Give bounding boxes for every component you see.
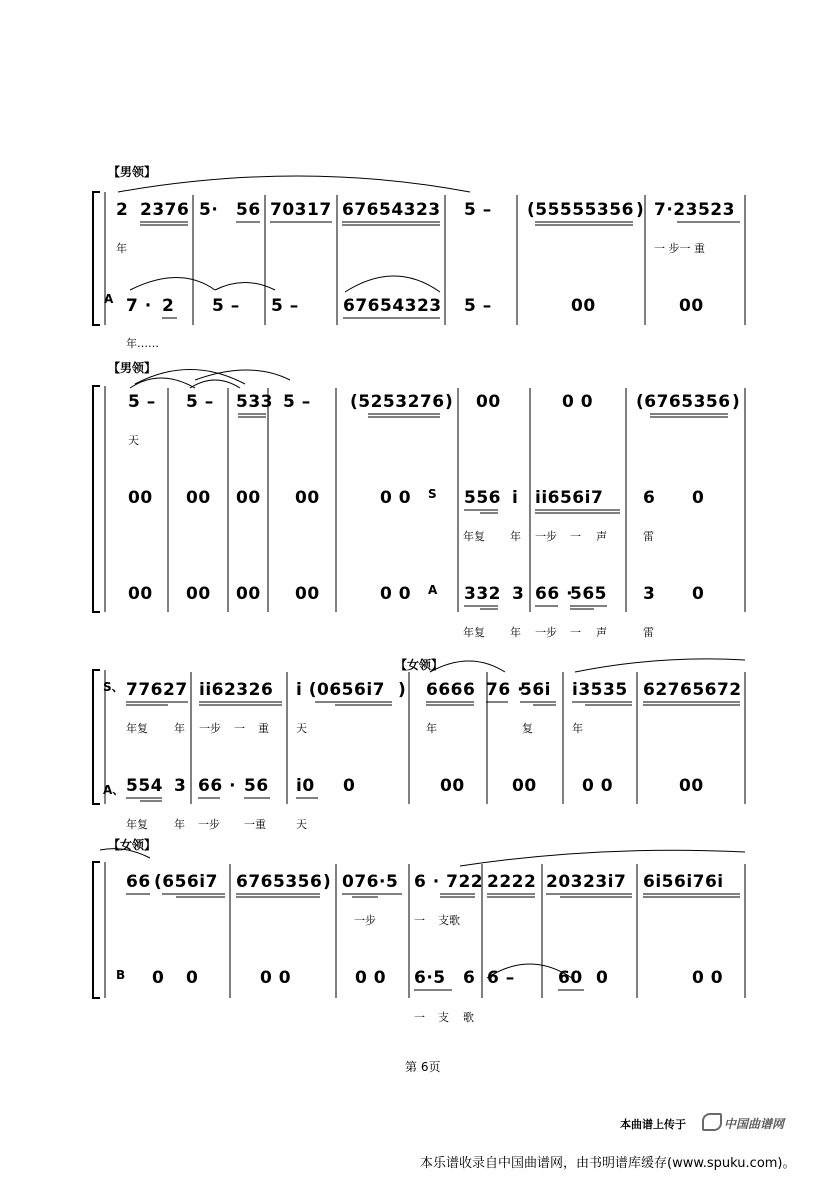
note: 70317 <box>270 200 332 220</box>
brand-name: 中国曲谱网 <box>724 1117 785 1131</box>
note: 62765672 <box>643 680 742 700</box>
lyric: 年复 <box>463 626 485 639</box>
lyric: 声 <box>596 626 607 639</box>
lyric: 一 <box>414 1011 425 1024</box>
note: 00 <box>440 776 465 796</box>
note: 0 0 <box>582 776 614 796</box>
credit-line: 本乐谱收录自中国曲谱网，由书明谱库缓存(www.spuku.com)。 <box>420 1156 796 1171</box>
lyric: 年 <box>426 722 437 735</box>
note: 67654323 <box>343 296 442 316</box>
note: ) <box>636 200 645 220</box>
note: 00 <box>571 296 596 316</box>
lyric: 雷 <box>643 626 654 639</box>
lyric: 一步 <box>535 530 557 543</box>
voice-marker-a: A <box>104 292 114 306</box>
note: 3 <box>643 584 656 604</box>
uploader-text: 本曲谱上传于 <box>620 1118 686 1131</box>
note: 00 <box>186 488 211 508</box>
lyric: 年复 <box>463 530 485 543</box>
voice-marker-b: B <box>116 968 126 982</box>
lyric: 复 <box>522 722 533 735</box>
lyric: 年复 <box>126 818 148 831</box>
note: 556 <box>464 488 501 508</box>
lyric: 年…… <box>126 337 159 350</box>
note: 5 – <box>464 200 492 220</box>
note: 0 <box>692 488 705 508</box>
note: 20323i7 <box>546 872 627 892</box>
note: i <box>512 488 519 508</box>
note: ii62326 <box>199 680 274 700</box>
note: 0 0 <box>355 968 387 988</box>
lyric: 年 <box>572 722 583 735</box>
note: 076·5 <box>342 872 399 892</box>
section-label-male-lead: 【男领】 <box>108 361 157 375</box>
note: 66 · <box>535 584 574 604</box>
lyric: 年 <box>174 722 185 735</box>
note: 6 <box>463 968 476 988</box>
note: i (0656i7 <box>296 680 385 700</box>
note: 0 0 <box>562 392 594 412</box>
note: 0 <box>186 968 199 988</box>
note: 60 <box>558 968 583 988</box>
lyric: 一步 <box>535 626 557 639</box>
note: (6765356 <box>636 392 731 412</box>
note: 0 0 <box>380 584 412 604</box>
note: 00 <box>476 392 501 412</box>
lyric: 一 <box>234 722 245 735</box>
lyric: 一 <box>570 530 581 543</box>
note: ii656i7 <box>535 488 604 508</box>
note: 5 – <box>212 296 240 316</box>
note: ) <box>445 392 454 412</box>
note: 00 <box>295 488 320 508</box>
note: (5253276 <box>350 392 445 412</box>
lyric: 歌 <box>463 1011 474 1024</box>
note: i3535 <box>572 680 628 700</box>
note: 0 0 <box>260 968 292 988</box>
lyric: 年 <box>174 818 185 831</box>
note: 5 – <box>128 392 156 412</box>
note: 0 <box>596 968 609 988</box>
note: 66 <box>126 872 151 892</box>
lyric: 一步 <box>198 818 220 831</box>
note: 3 <box>512 584 525 604</box>
note: 7·23523 <box>654 200 735 220</box>
note: 6765356 <box>236 872 323 892</box>
lyric: 一 步一 重 <box>654 242 705 255</box>
note: 6·5 <box>414 968 446 988</box>
section-label-female-lead: 【女领】 <box>108 838 157 852</box>
voice-marker-s: S、 <box>103 680 124 694</box>
note: 332 <box>464 584 501 604</box>
note: ) <box>398 680 407 700</box>
note: 56 <box>244 776 269 796</box>
brand-logo-icon <box>702 1113 722 1131</box>
note: 6 <box>643 488 656 508</box>
note: 554 <box>126 776 163 796</box>
note: 00 <box>128 584 153 604</box>
lyric: 一 <box>570 626 581 639</box>
lyric: 年 <box>116 242 127 255</box>
note: 00 <box>128 488 153 508</box>
lyric: 一重 <box>244 818 266 831</box>
voice-marker-a: A <box>428 583 438 597</box>
note: 6i56i76i <box>643 872 724 892</box>
note: 00 <box>186 584 211 604</box>
note: 0 <box>343 776 356 796</box>
note: 6 · 722 <box>414 872 484 892</box>
note: 5 – <box>271 296 299 316</box>
lyric: 支歌 <box>438 914 460 927</box>
note: 56i <box>520 680 551 700</box>
note: 66 · <box>198 776 237 796</box>
note: 76 · <box>486 680 525 700</box>
note: 0 0 <box>380 488 412 508</box>
note: 77627 <box>126 680 188 700</box>
note: (55555356 <box>527 200 634 220</box>
note: 6 – <box>487 968 515 988</box>
lyric: 声 <box>596 530 607 543</box>
lyric: 雷 <box>643 530 654 543</box>
note: 3 <box>174 776 187 796</box>
note: 2 <box>162 296 175 316</box>
section-label-male-lead: 【男领】 <box>108 165 157 179</box>
note: 00 <box>236 584 261 604</box>
note: 565 <box>570 584 607 604</box>
note: 2222 <box>487 872 537 892</box>
note: 00 <box>236 488 261 508</box>
lyric: 天 <box>128 434 139 447</box>
lyric: 年 <box>510 530 521 543</box>
note: 2 <box>116 200 129 220</box>
lyric: 年复 <box>126 722 148 735</box>
note: ) <box>323 872 332 892</box>
note: i0 <box>296 776 315 796</box>
voice-marker-s: S <box>428 487 437 501</box>
lyric: 重 <box>258 722 269 735</box>
note: 00 <box>679 296 704 316</box>
note: 2376 <box>140 200 190 220</box>
note: 5· <box>199 200 219 220</box>
note: 5 – <box>186 392 214 412</box>
lyric: 天 <box>296 722 307 735</box>
note: 56 <box>236 200 261 220</box>
note: 5 – <box>283 392 311 412</box>
note: 0 0 <box>692 968 724 988</box>
note: 67654323 <box>342 200 441 220</box>
lyric: 支 <box>438 1011 449 1024</box>
lyric: 年 <box>510 626 521 639</box>
note: (656i7 <box>154 872 218 892</box>
voice-marker-a: A、 <box>103 783 125 797</box>
lyric: 一步 <box>199 722 221 735</box>
lyric: 一步 <box>354 914 376 927</box>
page-number: 第 6页 <box>405 1060 441 1074</box>
note: 0 <box>152 968 165 988</box>
note: 00 <box>295 584 320 604</box>
section-label-female-lead: 【女领】 <box>395 658 444 672</box>
lyric: 一 <box>414 914 425 927</box>
note: 7 · <box>126 296 152 316</box>
note: 00 <box>512 776 537 796</box>
note: 6666 <box>426 680 476 700</box>
note: ) <box>732 392 741 412</box>
note: 0 <box>692 584 705 604</box>
lyric: 天 <box>296 818 307 831</box>
note: 533 <box>236 392 273 412</box>
note: 00 <box>679 776 704 796</box>
note: 5 – <box>464 296 492 316</box>
